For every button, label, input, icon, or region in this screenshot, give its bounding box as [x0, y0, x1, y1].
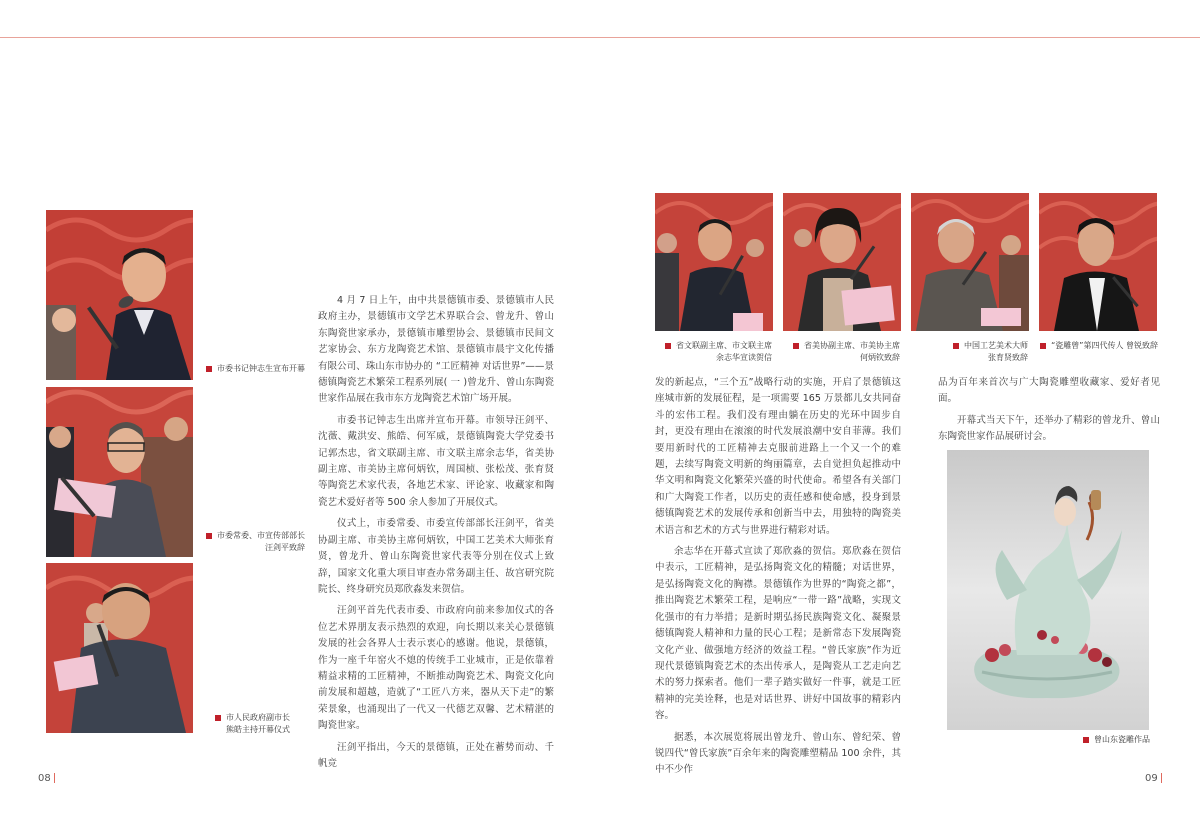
paragraph: 发的新起点，“三个五”战略行动的实施，开启了景德镇这座城市新的发展征程，是一项需要 165 万景都儿女共同奋斗的宏伟工程。我们没有理由躺在历史的光环中固步自封，更没有理由在滚滚的时代发展浪潮中安自菲薄。我们要用新时代的工匠精神去克服前进路上一个又一个的难题，去续写陶瓷文明新的绚丽篇章，去自觉担负起推动中华文明和陶瓷文化繁荣兴盛的时代使命。希望各有关部门和广大陶瓷工作者，以历史的责任感和使命感，投身到景德镇陶瓷艺术的发展传承和创新当中去，用独特的陶瓷美术语言和艺术的方式与世界进行精彩对话。: [655, 377, 901, 536]
caption-marker: [665, 343, 671, 349]
caption-marker: [215, 715, 221, 721]
caption-photo-1: 市委书记钟志生宣布开幕: [200, 363, 305, 375]
paragraph: 市委书记钟志生出席并宣布开幕。市领导汪剑平、沈薇、戴洪安、熊皓、何军威，景德镇陶瓷大学党委书记郭杰忠，省文联副主席、市文联主席余志华，省美协副主席、市美协主席何炳钦，周国桢、张松茂、张育贤等陶瓷艺术家代表，各地艺术家、评论家、收藏家和陶瓷艺术爱好者等 500 余人参加了开展仪式。: [318, 414, 554, 508]
paragraph: 余志华在开幕式宣读了郑欣淼的贺信。郑欣淼在贺信中表示，工匠精神，是弘扬陶瓷文化的精髓；对话世界，是弘扬陶瓷文化的胸襟。景德镇作为世界的“陶瓷之都”，推出陶瓷艺术繁荣工程，是响应“一带一路”战略，实现文化强市的有力举措；是新时期弘扬民族陶瓷文化、凝聚景德镇陶瓷人精神和力量的民心工程；是新常态下发展陶瓷文化产业、做强地方经济的效益工程。“曾氏家族”作为近现代景德镇陶瓷艺术的杰出传承人，是陶瓷从工艺走向艺术的努力探索者。他们一辈子踏实做好一件事，就是工匠精神的完美诠释，也是对话世界、讲好中国故事的精彩内容。: [655, 546, 901, 722]
article-column-3: [938, 375, 1160, 451]
caption-right-2: 省美协副主席、市美协主席 何炳钦致辞: [783, 340, 900, 364]
caption-marker: [206, 366, 212, 372]
page-number-bar: [54, 773, 55, 783]
article-column-1: [318, 293, 554, 777]
top-rule: [0, 37, 1200, 38]
caption-right-1: 省文联副主席、市文联主席 余志华宣读贺信: [655, 340, 772, 364]
page-number-left: 08: [38, 773, 55, 784]
page-number-bar: [1161, 773, 1162, 783]
photo-zhong-zhisheng: [46, 210, 193, 380]
caption-right-3: 中国工艺美术大师 张育贤致辞: [911, 340, 1028, 364]
caption-photo-2: 市委常委、市宣传部部长 汪剑平致辞: [200, 530, 305, 554]
paragraph: 品为百年来首次与广大陶瓷雕塑收藏家、爱好者见面。: [938, 377, 1160, 405]
paragraph: 汪剑平首先代表市委、市政府向前来参加仪式的各位艺术界朋友表示热烈的欢迎，向长期以来关心景德镇发展的社会各界人士表示衷心的感谢。他说，景德镇，作为一座千年窑火不熄的传统手工业城市，正是依靠着精益求精的工匠精神，不断推动陶瓷艺术、陶瓷文化向前发展和超越，造就了“工匠八方来，器从天下走”的繁荣景象，也涌现出了一代又一代德艺双馨、艺术精湛的陶瓷世家。: [318, 605, 554, 732]
caption-marker: [793, 343, 799, 349]
paragraph: 据悉，本次展览将展出曾龙升、曾山东、曾纪荣、曾锐四代“曾氏家族”百余年来的陶瓷雕塑精品 100 余件，其中不少作: [655, 731, 901, 776]
paragraph: 4 月 7 日上午，由中共景德镇市委、景德镇市人民政府主办，景德镇市文学艺术界联合会、曾龙升、曾山东陶瓷世家承办，景德镇市雕塑协会、景德镇市民间文艺家协会、东方龙陶瓷艺术馆、景德镇市晨宇文化传播有限公司、珠山东市协办的 “工匠精神 对话世界”——景德镇陶瓷艺术繁荣工程系列展( 一 )曾龙升、曾山东陶瓷世家作品展在我市东方龙陶瓷艺术馆广场开展。: [318, 295, 554, 405]
photo-zhang-yuxian: [911, 193, 1029, 331]
photo-yu-zhihua: [655, 193, 773, 331]
photo-sculpture: [947, 450, 1149, 730]
caption-photo-3: 市人民政府副市长 熊皓主持开幕仪式: [200, 712, 290, 736]
paragraph: 汪剑平指出，今天的景德镇，正处在蓄势而动、千帆竞: [318, 741, 554, 769]
page-number-right: 09: [1145, 773, 1162, 784]
caption-marker: [1040, 343, 1046, 349]
caption-sculpture: 曾山东瓷雕作品: [1060, 734, 1150, 746]
paragraph: 仪式上，市委常委、市委宣传部部长汪剑平，省美协副主席、市美协主席何炳钦，中国工艺美术大师张育贤，曾龙升、曾山东陶瓷世家代表等分别在仪式上致辞，国家文化重大项目审查办常务副主任、故宫研究院院长、终身研究员郑欣淼发来贺信。: [318, 518, 554, 595]
photo-wang-jianping: [46, 387, 193, 557]
paragraph: 开幕式当天下午，还举办了精彩的曾龙升、曾山东陶瓷世家作品展研讨会。: [938, 414, 1160, 443]
caption-marker: [206, 533, 212, 539]
caption-marker: [953, 343, 959, 349]
photo-he-bingqin: [783, 193, 901, 331]
caption-right-4: “瓷雕曾”第四代传人 曾锐致辞: [1035, 340, 1158, 352]
article-column-2: [655, 375, 901, 784]
photo-zeng-rui: [1039, 193, 1157, 331]
caption-marker: [1083, 737, 1089, 743]
photo-xiong-hao: [46, 563, 193, 733]
